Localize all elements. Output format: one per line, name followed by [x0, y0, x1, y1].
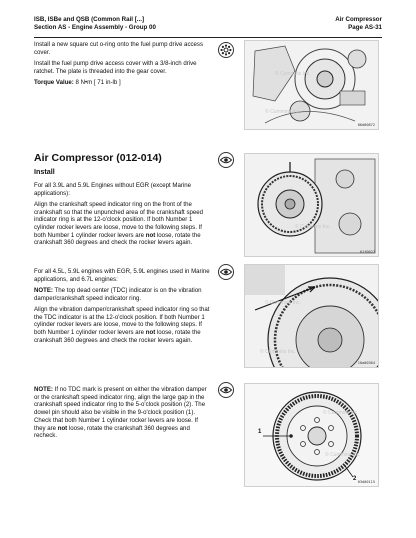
watermark: © Cummins Inc. — [275, 71, 311, 77]
note-paragraph: NOTE: The top dead center (TDC) indicator is on the vibration damper/crankshaft speed indicator ring. — [34, 286, 202, 302]
page-number: Page AS-31 — [348, 24, 382, 31]
note-label: NOTE: — [34, 286, 53, 294]
watermark: © Cummins Inc. — [325, 452, 361, 458]
callout-dowel-pin: 1 — [258, 429, 262, 435]
section-subtitle: Install — [34, 167, 55, 176]
watermark: © Cummins Inc. — [295, 224, 331, 230]
section-title: Air Compressor (012-014) — [34, 152, 162, 164]
speed-ring-illustration — [245, 384, 379, 487]
eye-icon — [218, 264, 234, 280]
note-label: NOTE: — [34, 386, 53, 393]
figure-speed-indicator-ring — [244, 153, 379, 257]
header-left — [34, 16, 156, 32]
engine-front-illustration — [245, 154, 379, 257]
header-right — [335, 16, 382, 32]
figure-fuel-pump-cover — [244, 40, 379, 130]
gear-icon — [218, 42, 234, 58]
eye-icon — [218, 382, 234, 398]
figure-id: 10a00364 — [357, 361, 375, 365]
fuel-pump-cover-steps — [34, 41, 210, 90]
manual-title: ISB, ISBe and QSB (Common Rail [...] — [34, 16, 145, 23]
step-paragraph: Align the crankshaft speed indicator ring on the front of the crankshaft so that the unpunched area of the crankshaft speed indicator ring is at the 12-o'clock position. If both Number 1 cylinder rocker levers are loose, move to the following steps. If both Number 1 cylinder rocker levers are not loose, rotate the crankshaft 360 degrees and check the rocker levers again. — [34, 200, 204, 247]
section-name: Section AS - Engine Assembly - Group 00 — [34, 24, 156, 31]
page-header — [34, 16, 382, 38]
speed-ring-alignment-steps — [34, 182, 210, 251]
figure-tdc-indicator — [244, 264, 379, 368]
torque-line — [34, 79, 210, 87]
callout-ring-gap: 2 — [353, 476, 357, 482]
figure-id: 03d00115 — [357, 480, 375, 484]
watermark: © Cummins Inc. — [265, 300, 301, 306]
applicability-note: For all 3.9L and 5.9L Engines without EGR (except Marine applications): — [34, 182, 192, 197]
eye-icon — [218, 152, 234, 168]
watermark: © Cummins Inc. — [260, 349, 296, 355]
fuel-pump-cover-illustration — [245, 41, 379, 130]
step-paragraph: Install the fuel pump drive access cover with a 3/8-inch drive ratchet. The plate is threaded into the gear cover. — [34, 59, 197, 75]
figure-id: 01f0027 — [359, 250, 375, 254]
step-paragraph: Align the vibration damper/crankshaft speed indicator ring so that the TDC indicator is at the 12-o'clock position. If both Number 1 cylinder rocker levers are loose, move to the following steps. If both Number 1 cylinder rocker levers are not loose, rotate the crankshaft 360 degrees and check the rocker levers again. — [34, 305, 210, 344]
topic-title: Air Compressor — [335, 16, 382, 23]
tdc-alignment-steps — [34, 268, 210, 348]
no-tdc-mark-steps — [34, 386, 210, 443]
figure-ring-gap-position — [244, 383, 379, 487]
emphasis: not — [145, 328, 156, 336]
step-paragraph: Install a new square cut o-ring onto the fuel pump drive access cover. — [34, 41, 204, 56]
emphasis: not — [57, 424, 68, 432]
watermark: © Cummins Inc. — [323, 410, 359, 416]
torque-value: 8 N•m [ 71 in-lb ] — [73, 78, 121, 86]
figure-id: 06d00872 — [357, 123, 375, 127]
applicability-note: For all 4.5L, 5.9L engines with EGR, 5.9L engines used in Marine applications, and 6.7L engines: — [34, 268, 210, 283]
emphasis: not — [145, 231, 156, 239]
note-paragraph: NOTE: If no TDC mark is present on either the vibration damper or the crankshaft speed indicator ring, align the large gap in the crankshaft speed indicator ring to the 5-o'clock position (2). The dowel pin should also be visible in the 9-o'clock position (1). Check that both Number 1 cylinder rocker levers are loose. If they are not loose, rotate the crankshaft 360 degrees and recheck. — [34, 386, 207, 440]
torque-label: Torque Value: — [34, 78, 74, 86]
watermark: © Cummins Inc. — [265, 109, 301, 115]
